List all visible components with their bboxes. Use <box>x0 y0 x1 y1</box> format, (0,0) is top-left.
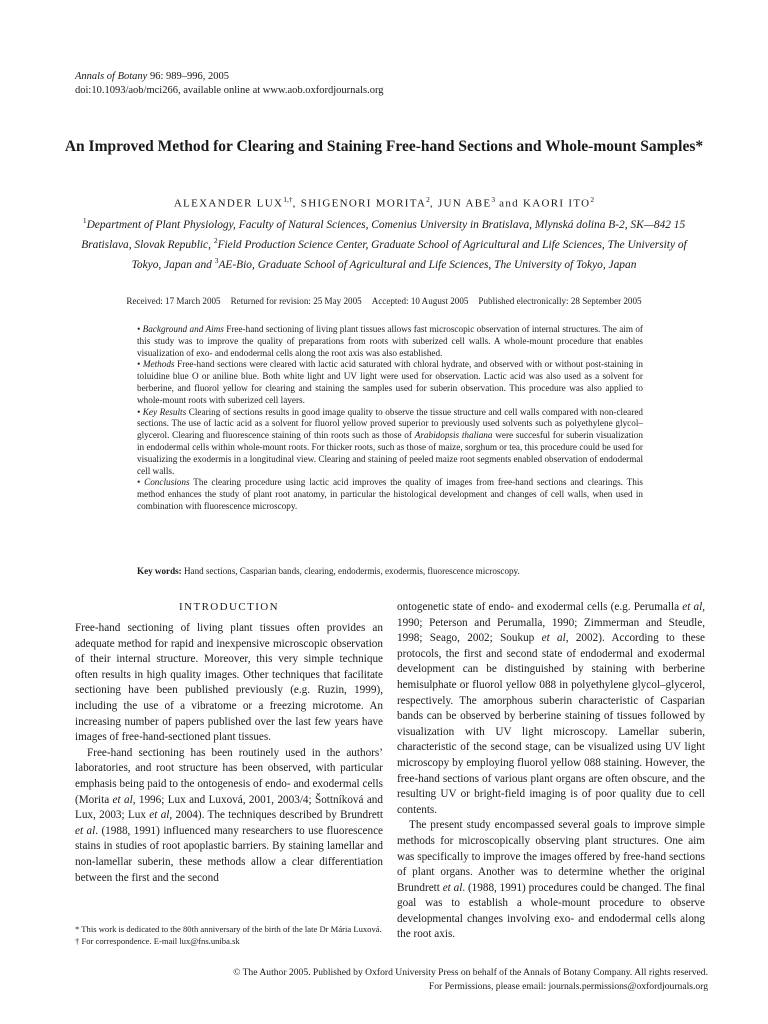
date-revision: Returned for revision: 25 May 2005 <box>230 296 362 306</box>
author-affiliation-marker: 2 <box>426 195 430 204</box>
abstract-conclusions: • Conclusions The clearing procedure using lactic acid improves the quality of images from free-hand sections and clearings. This method enhances the study of plant root anatomy, in particular the histological development and changes of cell walls, when used in combination with fluorescence microscopy. <box>137 477 644 511</box>
publication-dates <box>60 296 708 306</box>
keywords <box>137 566 657 576</box>
article-title: An Improved Method for Clearing and Staining Free-hand Sections and Whole-mount Samples* <box>64 138 704 155</box>
author: and KAORI ITO <box>495 197 591 210</box>
body-column-right <box>397 600 705 943</box>
journal-name: Annals of Botany <box>75 71 148 82</box>
author-affiliation-marker: 2 <box>590 195 595 204</box>
intro-paragraph-1: Free-hand sectioning of living plant tissues often provides an adequate method for rapid and inexpensive microscopic observation of their internal structure. Moreover, this very simple technique often results in high quality images. Other techniques that facilitate sectioning have been published previously (e.g. Ruzin, 1999), including the use of a vibratome or a freezing microtome. An increasing number of papers published over the last few years have images of free-hand-sectioned plant tissues. <box>75 622 383 744</box>
keywords-label: Key words: <box>137 566 182 576</box>
copyright-notice <box>60 966 708 994</box>
author: , SHIGENORI MORITA <box>292 197 427 210</box>
intro-paragraph-4: The present study encompassed several goals to improve simple methods for microscopically observing plant structures. One aim was specifically to improve the images offered by free-hand sections of plant organs. Another was to determine whether the original Brundrett et al. (1988, 1991) procedures could be changed. The final goal was to establish a whole-mount procedure to observe developmental changes involving exo- and endodermal cells along the root axis. <box>397 819 705 941</box>
abstract-background: • Background and Aims Free-hand sectioning of living plant tissues allows fast microscopic observation of internal structures. The aim of this study was to improve the quality of preparations from roots with suberized cell walls. A whole-mount procedure that enables visualization of exo- and endodermal cells along the root axis was also established. <box>137 324 643 358</box>
keywords-text: Hand sections, Casparian bands, clearing, endodermis, exodermis, fluorescence microscopy. <box>181 566 520 576</box>
author: , JUN ABE <box>429 197 492 210</box>
footnote-correspondence: † For correspondence. E-mail lux@fns.uniba.sk <box>75 935 240 946</box>
author-affiliation-marker: 1,† <box>283 195 293 204</box>
affiliation-1: Department of Plant Physiology, Faculty of Natural Sciences, Comenius University in Bratislava, Mlynská dolina B-2, SK—842 15 Bratislava, Slovak Republic, <box>81 218 686 251</box>
affiliation-2: Field Production Science Center, Graduate School of Agricultural and Life Sciences, The University of Tokyo, Japan and <box>131 238 687 271</box>
date-published: Published electronically: 28 September 2005 <box>478 296 642 306</box>
author-affiliation-marker: 3 <box>491 195 496 204</box>
section-heading-introduction: INTRODUCTION <box>179 601 279 613</box>
intro-paragraph-3: ontogenetic state of endo- and exodermal cells (e.g. Perumalla et al, 1990; Peterson and Perumalla, 1990; Zimmerman and Steudle, 1998; Seago, 2002; Soukup et al, 2002). According to these protocols, the first and second state of endodermal and exodermal development can be distinguished by staining with berberine hemisulphate or fluorol yellow 088 in polyethylene glycol–glycerol, respectively. The amorphous suberin characteristic of Casparian bands can be observed by berberine staining of tissues followed by visualization with UV light microscopy. Lamellar suberin, characteristic of the second stage, can be visualized using UV light microscopy by employing fluorol yellow 088 staining. However, the free-hand sections of various plant organs are often obscure, and the resulting UV or bright-field imaging is of poor quality due to cell contents. <box>397 601 706 816</box>
journal-header <box>75 70 384 98</box>
body-column-left <box>75 600 383 886</box>
footnote-dedication: * This work is dedicated to the 80th anniversary of the birth of the late Dr Mária Luxová. <box>75 924 382 934</box>
author-list <box>60 195 708 210</box>
journal-doi: doi:10.1093/aob/mci266, available online at www.aob.oxfordjournals.org <box>75 85 384 96</box>
footnotes <box>75 924 383 947</box>
copyright-line: © The Author 2005. Published by Oxford University Press on behalf of the Annals of Botany Company. All rights reserved. <box>233 967 708 978</box>
affiliation-3: AE-Bio, Graduate School of Agricultural and Life Sciences, The University of Tokyo, Japan <box>218 258 637 271</box>
affiliations: $^1$Department of Plant Physiology, Faculty of Natural Sciences, Comenius University in Bratislava, Mlynská dolina B-2, SK—842 15 Bratislava, Slovak Republic, $^2$Field Production Science Center, Graduate School of Agricultural and Life Sciences, The University of Tokyo, Japan and $^3$AE-Bio, Graduate School of Agricultural and Life Sciences, The University of Tokyo, Japan <box>81 216 687 271</box>
permissions-line: For Permissions, please email: journals.permissions@oxfordjournals.org <box>428 981 708 992</box>
journal-citation: Annals of Botany 96: 989–996, 2005 <box>75 71 229 82</box>
abstract-results: • Key Results Clearing of sections results in good image quality to observe the tissue structure and cell walls compared with non-cleared sections. The use of lactic acid as a solvent for fluorol yellow proved superior to previously used solvents such as polyethylene glycol–glycerol. Clearing and fluorescence staining of thin roots such as those of Arabidopsis thaliana were succesful for suberin visualization in endodermal cells within whole-mount roots. For thicker roots, such as those of maize, sorghum or tea, this procedure could be used for visualizing the exodermis in a longitudinal view. Clearing and staining of peeled maize root segments enabled observation of endodermal cell walls. <box>137 406 643 476</box>
intro-paragraph-2: Free-hand sectioning has been routinely used in the authors’ laboratories, and root structure has been observed, with particular emphasis being paid to the ontogenesis of endo- and exodermal cells (Morita et al, 1996; Lux and Luxová, 2001, 2003/4; Šottníková and Lux, 2003; Lux et al, 2004). The techniques described by Brundrett et al. (1988, 1991) influenced many researchers to use fluorescence stains in studies of root apoplastic barriers. By staining lamellar and non-lamellar suberin, these methods allow a clear differentiation between the first and the second <box>75 746 384 884</box>
abstract-methods: • Methods Free-hand sections were cleared with lactic acid saturated with chloral hydrate, and observed with or without post-staining in toluidine blue O or aniline blue. Both white light and UV light were used for observation. Lactic acid was also used as a solvent for berberine, and fluorol yellow for clearing and staining the samples used for suberin observation. This procedure was also applied to whole-mount roots with suberized cell layers. <box>137 359 643 405</box>
abstract <box>137 324 643 513</box>
author: ALEXANDER LUX <box>173 197 284 210</box>
date-accepted: Accepted: 10 August 2005 <box>371 296 469 306</box>
date-received: Received: 17 March 2005 <box>126 296 221 306</box>
